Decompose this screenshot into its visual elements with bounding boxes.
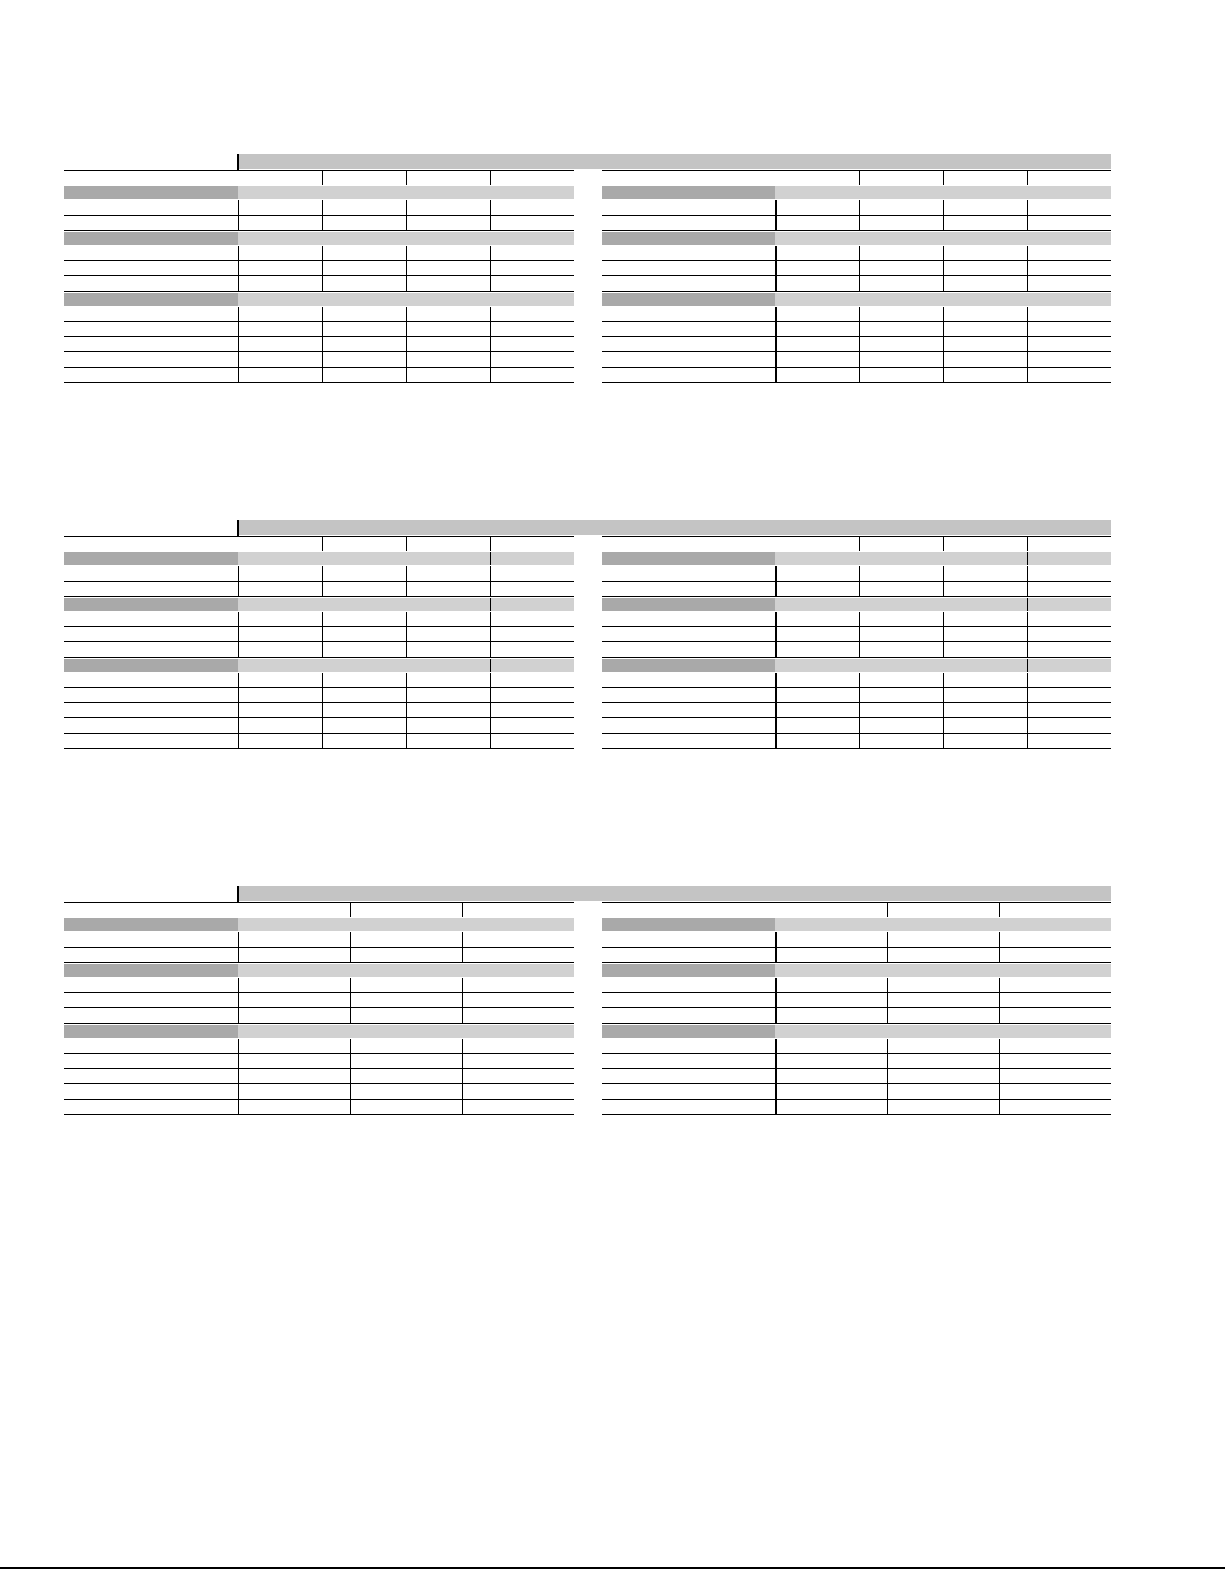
label-divider (775, 1008, 777, 1023)
column-divider (999, 978, 1000, 993)
column-divider (462, 1084, 463, 1099)
column-divider (462, 948, 463, 963)
column-divider (999, 1084, 1000, 1099)
row-rule-right (602, 962, 1111, 963)
section-value-band (775, 1025, 1111, 1038)
section-value-band (775, 918, 1111, 931)
label-divider (238, 1084, 239, 1099)
column-divider (887, 993, 888, 1008)
row-rule-left (64, 1114, 574, 1115)
section-label-band (602, 1025, 775, 1038)
row-rule-right (602, 1023, 1111, 1024)
column-divider (887, 948, 888, 963)
row-rule-right (602, 1083, 1111, 1084)
column-divider (350, 1054, 351, 1069)
column-divider (462, 932, 463, 947)
section-label-band (64, 918, 238, 931)
section-value-band (775, 964, 1111, 977)
row-rule-left (64, 1099, 574, 1100)
table-header-band (238, 886, 1111, 901)
section-label-band (602, 964, 775, 977)
column-divider (462, 978, 463, 993)
column-divider (462, 993, 463, 1008)
label-divider (775, 978, 777, 993)
label-divider (775, 1100, 777, 1115)
column-divider (350, 1039, 351, 1054)
column-divider (999, 1039, 1000, 1054)
column-divider (999, 902, 1000, 917)
row-rule-left (64, 947, 574, 948)
column-divider (462, 1054, 463, 1069)
column-divider (887, 1039, 888, 1054)
label-divider (238, 932, 239, 947)
label-divider (238, 993, 239, 1008)
column-divider (350, 932, 351, 947)
header-row-rule-right (602, 902, 1111, 903)
section-value-band (238, 1025, 574, 1038)
label-divider (775, 1069, 777, 1084)
row-rule-right (602, 947, 1111, 948)
column-divider (999, 948, 1000, 963)
column-divider (887, 978, 888, 993)
row-rule-left (64, 962, 574, 963)
row-rule-right (602, 1114, 1111, 1115)
column-divider (350, 948, 351, 963)
header-row-rule-left (64, 902, 574, 903)
column-divider (350, 1008, 351, 1023)
column-divider (350, 978, 351, 993)
label-divider (238, 1100, 239, 1115)
column-divider (350, 1084, 351, 1099)
row-rule-left (64, 1007, 574, 1008)
row-rule-left (64, 1068, 574, 1069)
column-divider (350, 902, 351, 917)
column-divider (999, 1054, 1000, 1069)
column-divider (887, 1100, 888, 1115)
row-rule-left (64, 1053, 574, 1054)
section-label-band (602, 918, 775, 931)
label-divider (775, 932, 777, 947)
column-divider (999, 1008, 1000, 1023)
column-divider (462, 1008, 463, 1023)
column-divider (462, 1069, 463, 1084)
column-divider (999, 993, 1000, 1008)
label-divider (238, 1054, 239, 1069)
row-rule-left (64, 1083, 574, 1084)
row-rule-right (602, 1099, 1111, 1100)
footer-rule (0, 1567, 1225, 1569)
column-divider (350, 1069, 351, 1084)
section-value-band (238, 918, 574, 931)
row-rule-left (64, 1023, 574, 1024)
column-divider (462, 902, 463, 917)
header-left-edge (237, 886, 239, 903)
label-divider (238, 978, 239, 993)
column-divider (999, 1069, 1000, 1084)
column-divider (350, 993, 351, 1008)
section-label-band (64, 964, 238, 977)
row-rule-right (602, 1068, 1111, 1069)
row-rule-right (602, 1053, 1111, 1054)
row-rule-right (602, 992, 1111, 993)
column-divider (350, 1100, 351, 1115)
column-divider (887, 1054, 888, 1069)
label-divider (238, 1008, 239, 1023)
label-divider (775, 1054, 777, 1069)
label-divider (238, 948, 239, 963)
column-divider (999, 932, 1000, 947)
column-divider (887, 932, 888, 947)
column-divider (887, 902, 888, 917)
label-divider (775, 1039, 777, 1054)
label-divider (238, 1069, 239, 1084)
column-divider (887, 1069, 888, 1084)
column-divider (462, 1100, 463, 1115)
column-divider (887, 1008, 888, 1023)
label-divider (775, 1084, 777, 1099)
label-divider (775, 948, 777, 963)
column-divider (462, 1039, 463, 1054)
label-divider (775, 993, 777, 1008)
column-divider (999, 1100, 1000, 1115)
label-divider (238, 1039, 239, 1054)
section-label-band (64, 1025, 238, 1038)
column-divider (887, 1084, 888, 1099)
row-rule-right (602, 1007, 1111, 1008)
row-rule-left (64, 992, 574, 993)
section-value-band (238, 964, 574, 977)
